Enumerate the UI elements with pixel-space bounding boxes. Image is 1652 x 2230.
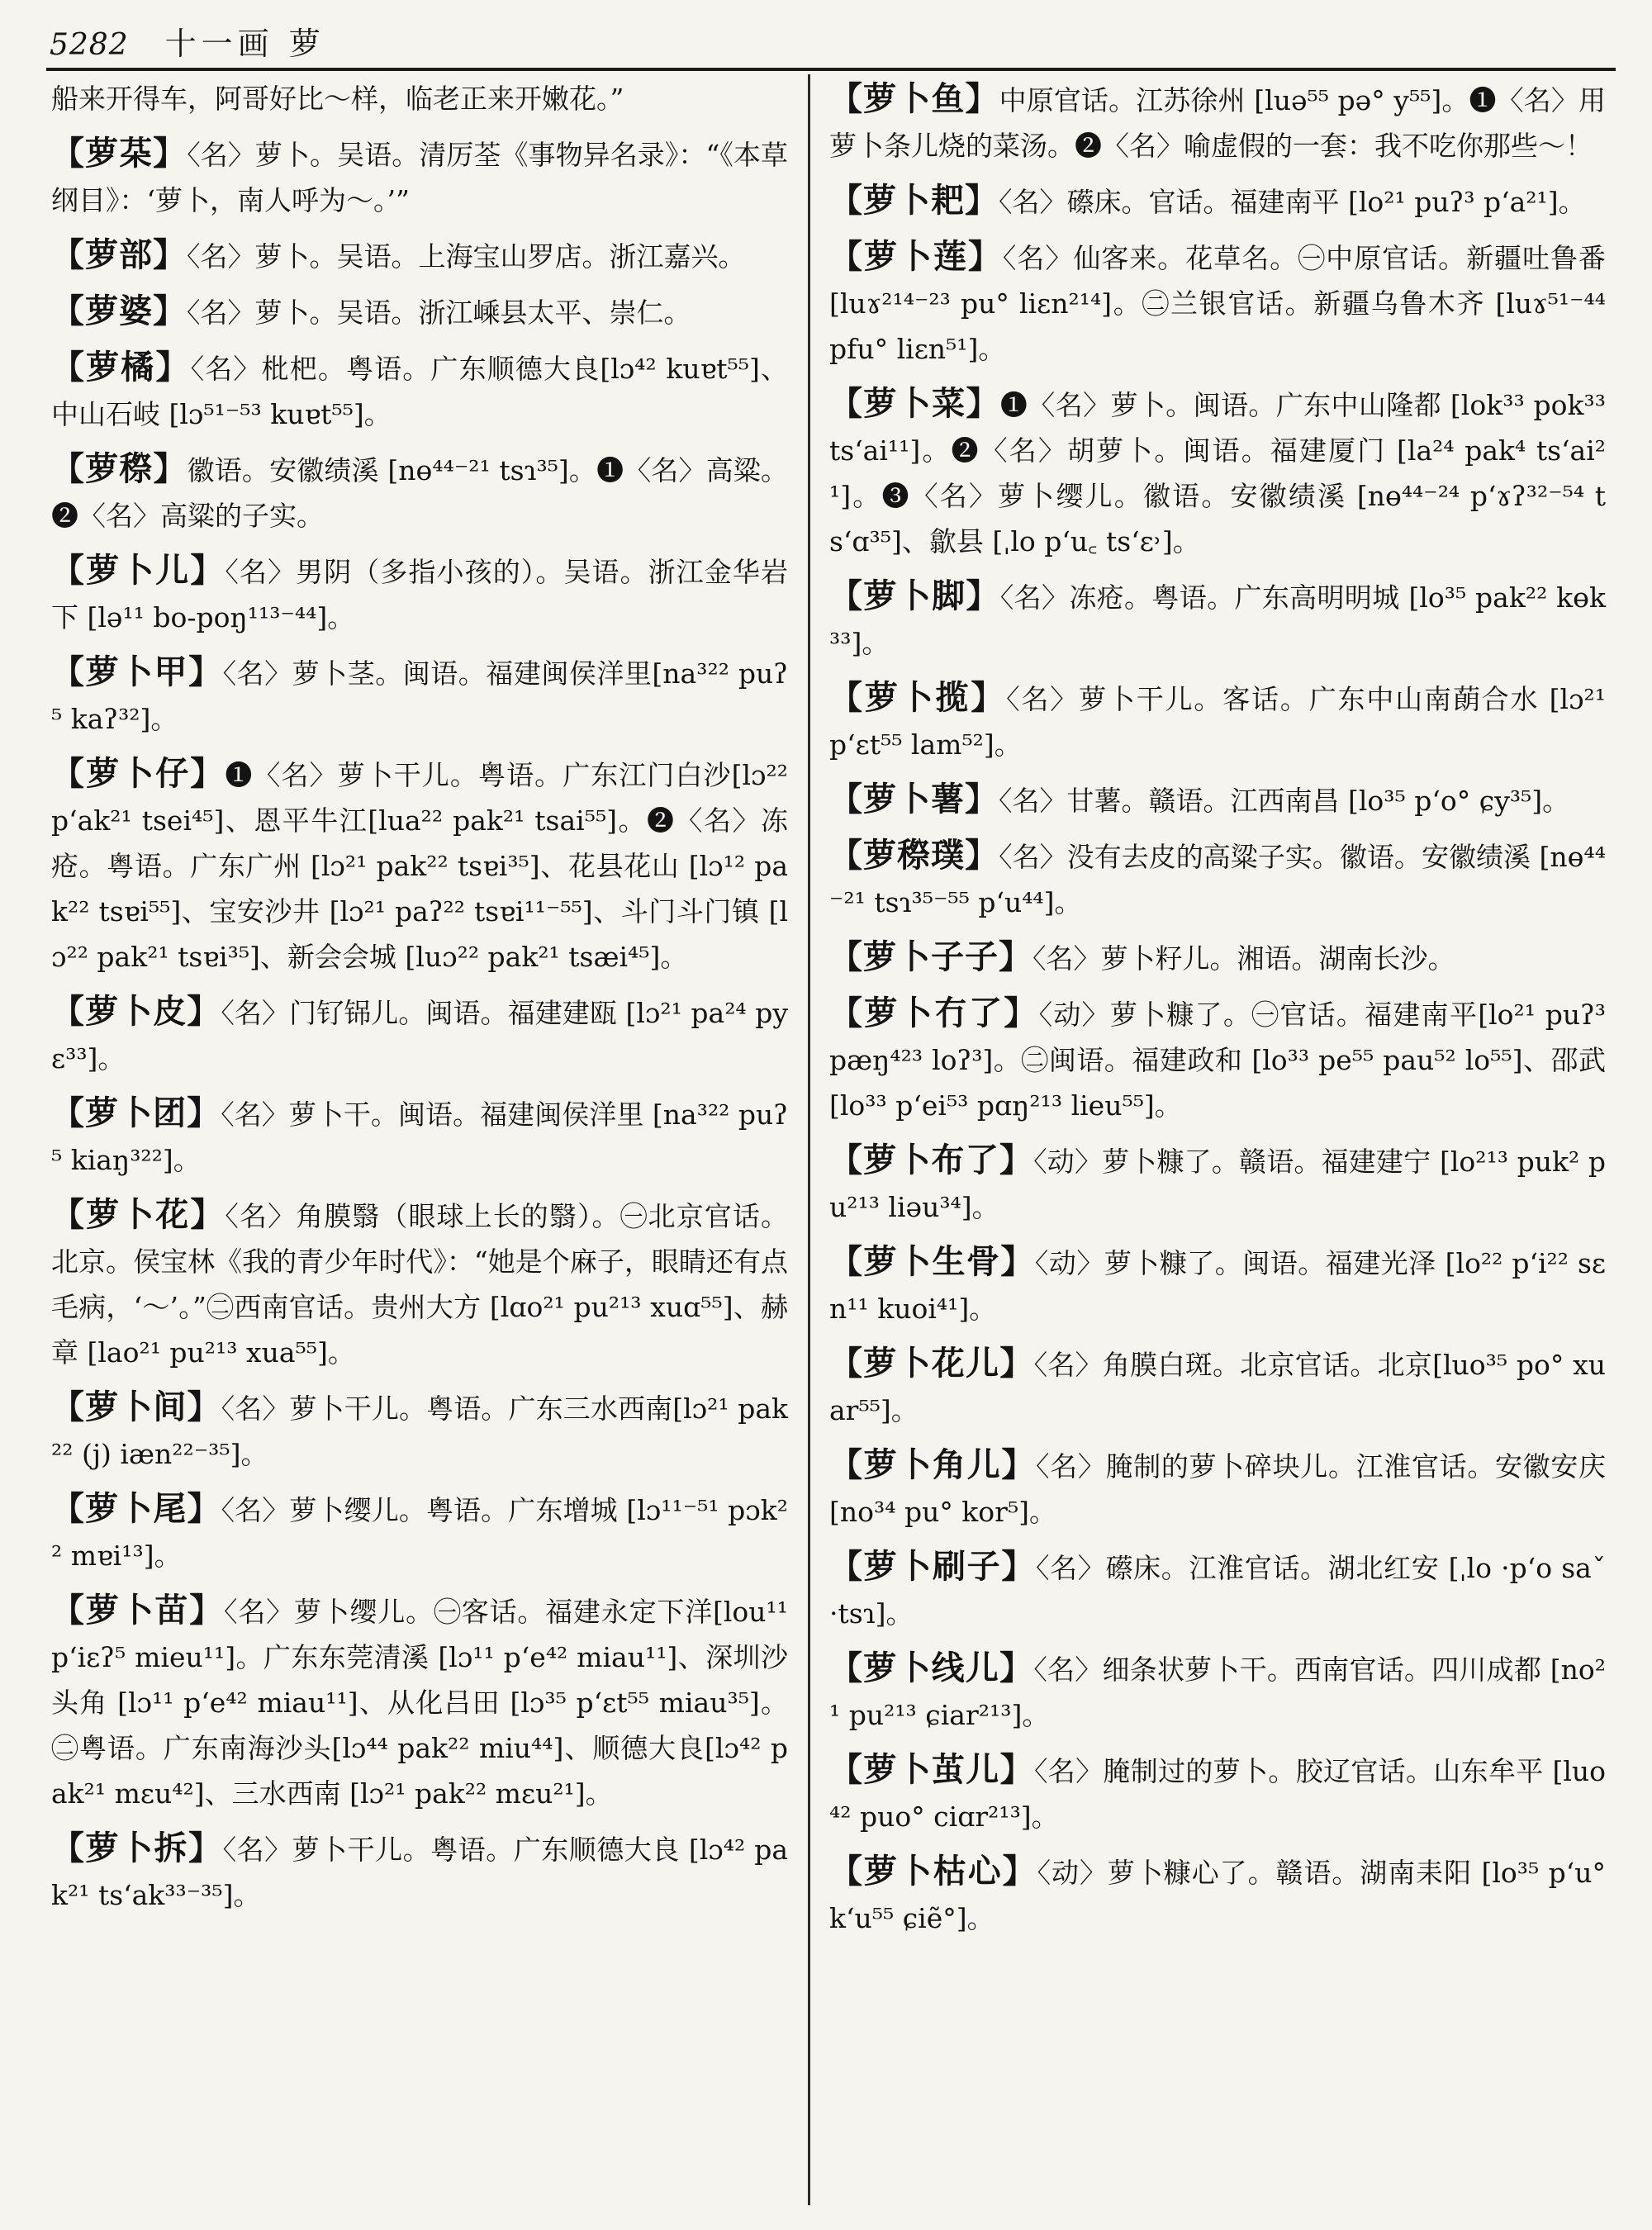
dictionary-entry — [51, 130, 788, 223]
dictionary-entry — [51, 1192, 788, 1375]
entry-headword: 【萝卜团】 — [51, 1094, 221, 1132]
dictionary-entry — [829, 934, 1606, 981]
entry-headword: 【萝卜甲】 — [51, 652, 223, 691]
page-number: 5282 — [50, 28, 129, 62]
dictionary-entry — [51, 288, 788, 335]
entry-definition: 〈名〉萝卜。吴语。浙江嵊县太平、崇仁。 — [187, 297, 691, 329]
right-column — [829, 76, 1606, 1950]
entry-definition: 〈名〉角膜白斑。北京官话。北京[luo³⁵ po° xuar⁵⁵]。 — [829, 1349, 1607, 1426]
dictionary-entry — [51, 1486, 788, 1578]
entry-definition: 〈名〉萝卜缨儿。粤语。广东增城 [lɔ¹¹⁻⁵¹ pɔk²² mɐi¹³]。 — [51, 1494, 789, 1572]
section-title: 十一画 萝 — [164, 26, 325, 62]
entry-definition: 〈名〉门钌铞儿。闽语。福建建瓯 [lɔ²¹ pa²⁴ pyɛ³³]。 — [51, 997, 788, 1075]
entry-definition: ❶〈名〉萝卜。闽语。广东中山隆都 [lok³³ pok³³ ts‘ai¹¹]。❷〈名〉胡萝卜。闽语。福建厦门 [la²⁴ pak⁴ ts‘ai²¹]。❸〈名〉萝卜缨儿。徽语。安徽绩溪 [nɵ⁴⁴⁻²⁴ p‘ɤʔ³²⁻⁵⁴ ts‘ɑ³⁵]、歙县 [ˌlo p‘u꜀ ts‘ɛ˒]。 — [829, 389, 1606, 558]
entry-definition: 〈名〉男阴（多指小孩的）。吴语。浙江金华岩下 [lə¹¹ bo-poŋ¹¹³⁻⁴⁴]。 — [51, 556, 789, 633]
entry-definition: 〈名〉没有去皮的高粱子实。徽语。安徽绩溪 [nɵ⁴⁴⁻²¹ tsɿ³⁵⁻⁵⁵ p‘u⁴⁴]。 — [829, 841, 1606, 918]
dictionary-entry — [829, 1645, 1606, 1738]
dictionary-entry — [51, 548, 788, 640]
entry-definition: 〈名〉萝卜茎。闽语。福建闽侯洋里[na³²² puʔ⁵ kaʔ³²]。 — [51, 657, 788, 735]
entry-definition: 〈名〉萝卜。吴语。上海宝山罗店。浙江嘉兴。 — [187, 240, 746, 273]
dictionary-entry — [51, 1384, 788, 1477]
entry-definition: 〈名〉礤床。江淮官话。湖北红安 [ˌlo ·p‘o saˇ ·tsɿ]。 — [829, 1552, 1607, 1630]
entry-definition: 〈名〉角膜翳（眼球上长的翳）。㊀北京官话。北京。侯宝林《我的青少年时代》：“她是个麻子，眼睛还有点毛病，‘～’。”㊁西南官话。贵州大方 [lɑo²¹ pu²¹³ xuɑ⁵⁵]、赫章 [lao²¹ pu²¹³ xua⁵⁵]。 — [51, 1200, 789, 1369]
header-rule — [46, 68, 1616, 71]
dictionary-entry — [829, 1239, 1606, 1331]
dictionary-entry — [829, 178, 1606, 225]
left-column — [51, 76, 788, 1927]
entry-headword: 【萝卜拆】 — [51, 1829, 223, 1867]
entry-definition: 〈名〉萝卜干儿。粤语。广东三水西南[lɔ²¹ pak²² (j) iæn²²⁻³⁵]。 — [51, 1393, 789, 1470]
entry-definition: 〈动〉萝卜糠心了。赣语。湖南耒阳 [lo³⁵ p‘u° k‘u⁵⁵ ɕiẽ°]。 — [829, 1857, 1607, 1934]
entry-headword: 【萝卜耙】 — [829, 181, 999, 220]
dictionary-entry — [829, 1442, 1606, 1535]
dictionary-entry — [829, 776, 1606, 823]
entry-definition: 〈名〉萝卜干。闽语。福建闽侯洋里 [na³²² puʔ⁵ kiaŋ³²²]。 — [51, 1098, 789, 1176]
entry-headword: 【萝卜薯】 — [829, 780, 999, 818]
dictionary-entry — [829, 675, 1606, 767]
entry-definition: 〈动〉萝卜糠了。㊀官话。福建南平[lo²¹ puʔ³ pæŋ⁴²³ loʔ³]。㊁闽语。福建政和 [lo³³ pe⁵⁵ pau⁵² lo⁵⁵]、邵武 [lo³³ p‘ei⁵³ pɑŋ²¹³ lieu⁵⁵]。 — [829, 999, 1607, 1122]
entry-headword: 【萝卜子子】 — [829, 937, 1032, 976]
continuation-text: 船来开得车，阿哥好比～样，临老正来开嫩花。” — [51, 83, 624, 115]
entry-definition: 〈名〉仙客来。花草名。㊀中原官话。新疆吐鲁番 [luɤ²¹⁴⁻²³ pu° liɛn²¹⁴]。㊁兰银官话。新疆乌鲁木齐 [luɤ⁵¹⁻⁴⁴ pfu° liɛn⁵¹]。 — [829, 242, 1607, 365]
entry-headword: 【萝穄】 — [51, 449, 188, 488]
entry-definition: 〈名〉萝卜干儿。客话。广东中山南蓢合水 [lɔ²¹ p‘ɛt⁵⁵ lam⁵²]。 — [829, 683, 1607, 761]
dictionary-entry — [829, 1544, 1606, 1636]
entry-headword: 【萝卜仔】 — [51, 754, 225, 793]
entry-headword: 【萝卜茧儿】 — [829, 1750, 1034, 1789]
entry-headword: 【萝卜皮】 — [51, 992, 221, 1031]
entry-headword: 【萝卜花】 — [51, 1195, 225, 1234]
entry-definition: 〈名〉萝卜干儿。粤语。广东顺德大良 [lɔ⁴² pak²¹ ts‘ak³³⁻³⁵]。 — [51, 1834, 788, 1911]
dictionary-entry — [829, 833, 1606, 925]
entry-definition: ❶〈名〉萝卜干儿。粤语。广东江门白沙[lɔ²² p‘ak²¹ tsei⁴⁵]、恩平牛江[lua²² pak²¹ tsai⁵⁵]。❷〈名〉冻疮。粤语。广东广州 [lɔ²¹ pak²² tsɐi³⁵]、花县花山 [lɔ¹² pak²² tsɐi⁵⁵]、宝安沙井 [lɔ²¹ paʔ²² tsɐi¹¹⁻⁵⁵]、斗门斗门镇 [lɔ²² pak²¹ tsɐi³⁵]、新会会城 [luɔ²² pak²¹ tsæi⁴⁵]。 — [51, 759, 788, 973]
entry-definition: 〈动〉萝卜糠了。闽语。福建光泽 [lo²² p‘i²² sɛn¹¹ kuoi⁴¹]。 — [829, 1247, 1606, 1325]
entry-headword: 【萝卜苗】 — [51, 1591, 225, 1630]
entry-headword: 【萝卜脚】 — [829, 576, 1000, 615]
entry-definition: 〈动〉萝卜糠了。赣语。福建建宁 [lo²¹³ puk² pu²¹³ liəu³⁴]。 — [829, 1146, 1606, 1223]
dictionary-entry — [829, 1137, 1606, 1230]
dictionary-entry — [829, 1340, 1606, 1433]
dictionary-entry — [829, 573, 1606, 666]
entry-headword: 【萝䒳】 — [51, 134, 188, 173]
dictionary-entry — [829, 234, 1606, 372]
entry-headword: 【萝婆】 — [51, 292, 187, 330]
entry-headword: 【萝卜间】 — [51, 1388, 221, 1426]
dictionary-entry — [829, 76, 1606, 168]
page-header — [50, 18, 1619, 66]
entry-headword: 【萝卜尾】 — [51, 1489, 221, 1528]
dictionary-entry — [51, 1825, 788, 1918]
dictionary-entry — [829, 990, 1606, 1128]
entry-definition: 中原官话。江苏徐州 [luə⁵⁵ pə° y⁵⁵]。❶〈名〉用萝卜条儿烧的菜汤。❷〈名〉喻虚假的一套：我不吃你那些～！ — [829, 84, 1606, 162]
entry-headword: 【萝部】 — [51, 235, 187, 274]
entry-definition: 〈名〉枇杷。粤语。广东顺德大良[lɔ⁴² kuɐt⁵⁵]、中山石岐 [lɔ⁵¹⁻⁵³ kuɐt⁵⁵]。 — [51, 353, 788, 430]
entry-headword: 【萝卜莲】 — [829, 237, 1003, 276]
dictionary-entry — [51, 989, 788, 1081]
column-divider — [808, 74, 810, 2205]
entry-definition: 徽语。安徽绩溪 [nɵ⁴⁴⁻²¹ tsɿ³⁵]。❶〈名〉高粱。❷〈名〉高粱的子实。 — [51, 454, 789, 532]
entry-headword: 【萝卜生骨】 — [829, 1242, 1035, 1281]
dictionary-entry — [829, 381, 1606, 564]
entry-definition: 〈名〉腌制的萝卜碎块儿。江淮官话。安徽安庆 [no³⁴ pu° kor⁵]。 — [829, 1450, 1607, 1528]
dictionary-entry — [51, 1090, 788, 1183]
entry-headword: 【萝卜鱼】 — [829, 79, 999, 118]
entry-definition: 〈名〉萝卜缨儿。㊀客话。福建永定下洋[lou¹¹ p‘iɛʔ⁵ mieu¹¹]。广东东莞清溪 [lɔ¹¹ p‘e⁴² miau¹¹]、深圳沙头角 [lɔ¹¹ p‘e⁴² miau¹¹]、从化吕田 [lɔ³⁵ p‘ɛt⁵⁵ miau³⁵]。㊁粤语。广东南海沙头[lɔ⁴⁴ pak²² miu⁴⁴]、顺德大良[lɔ⁴² pak²¹ mɛu⁴²]、三水西南 [lɔ²¹ pak²² mɛu²¹]。 — [51, 1596, 789, 1810]
entry-headword: 【萝卜线儿】 — [829, 1649, 1034, 1687]
entry-headword: 【萝卜菜】 — [829, 384, 1000, 423]
entry-headword: 【萝卜花儿】 — [829, 1344, 1034, 1383]
entry-definition: 〈名〉萝卜。吴语。清厉荃《事物异名录》：“《本草纲目》：‘萝卜，南人呼为～。’” — [51, 139, 789, 216]
dictionary-entry — [51, 344, 788, 437]
entry-definition: 〈名〉礤床。官话。福建南平 [lo²¹ puʔ³ p‘a²¹]。 — [999, 186, 1586, 218]
entry-headword: 【萝卜角儿】 — [829, 1445, 1037, 1484]
entry-headword: 【萝卜布了】 — [829, 1141, 1034, 1179]
dictionary-entry — [51, 751, 788, 980]
entry-definition: 〈名〉甘薯。赣语。江西南昌 [lo³⁵ p‘o° ɕy³⁵]。 — [999, 785, 1570, 817]
dictionary-entry — [829, 1848, 1606, 1941]
entry-definition: 〈名〉细条状萝卜干。西南官话。四川成都 [no²¹ pu²¹³ ɕiar²¹³]。 — [829, 1654, 1607, 1731]
entry-headword: 【萝卜揽】 — [829, 678, 1007, 717]
entry-definition: 〈名〉腌制过的萝卜。胶辽官话。山东牟平 [luo⁴² puo° ciɑr²¹³]。 — [829, 1755, 1606, 1833]
dictionary-entry — [51, 232, 788, 279]
entry-headword: 【萝卜冇了】 — [829, 994, 1039, 1032]
dictionary-entry — [51, 446, 788, 539]
dictionary-entry — [51, 1587, 788, 1816]
entry-definition: 〈名〉冻疮。粤语。广东高明明城 [lo³⁵ pak²² kɵk³³]。 — [829, 581, 1607, 659]
entry-headword: 【萝穄璞】 — [829, 836, 999, 875]
entry-headword: 【萝卜儿】 — [51, 551, 225, 590]
entry-headword: 【萝卜枯心】 — [829, 1852, 1037, 1891]
entry-headword: 【萝卜刷子】 — [829, 1547, 1036, 1586]
entry-headword: 【萝橘】 — [51, 348, 191, 387]
entry-definition: 〈名〉萝卜籽儿。湘语。湖南长沙。 — [1032, 942, 1455, 975]
dictionary-entry — [829, 1747, 1606, 1839]
dictionary-entry — [51, 649, 788, 742]
